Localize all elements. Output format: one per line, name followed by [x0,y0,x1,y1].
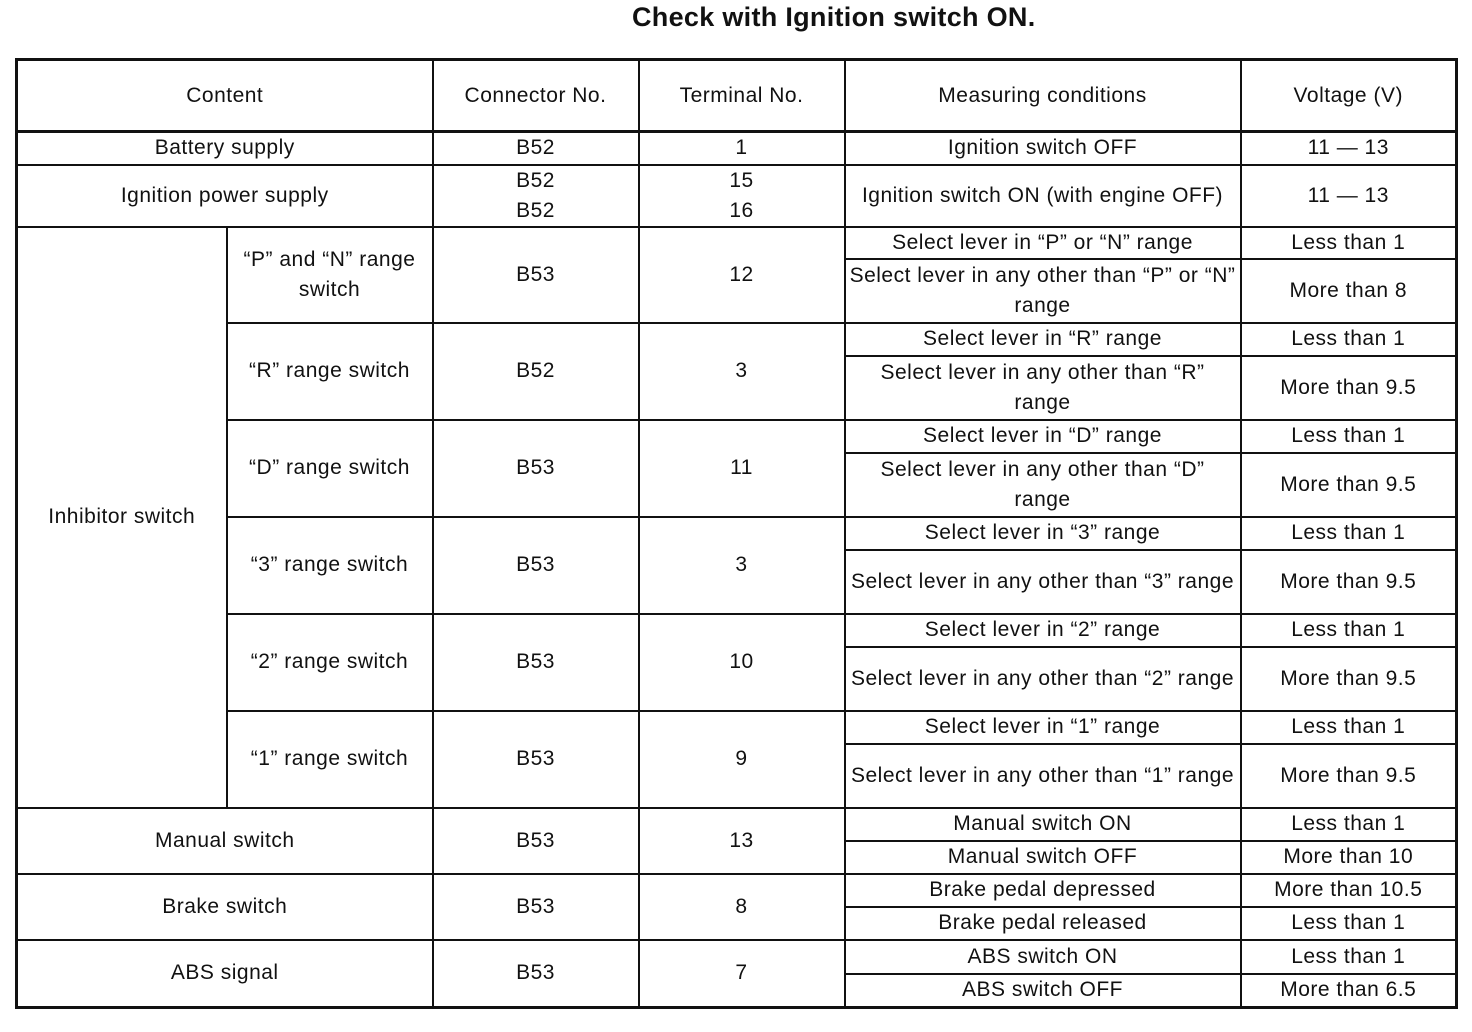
ignition-content: Ignition power supply [17,165,433,227]
inhibitor-voltage-on: Less than 1 [1241,517,1457,550]
header-content: Content [17,60,433,132]
brake-voltage-released: Less than 1 [1241,907,1457,940]
abs-connector: B53 [433,940,639,1008]
inhibitor-condition-on: Select lever in “1” range [845,711,1241,744]
manual-voltage-off: More than 10 [1241,841,1457,874]
inhibitor-terminal: 3 [639,323,845,420]
ignition-connector-1: B52 [433,165,639,196]
manual-content: Manual switch [17,808,433,874]
inhibitor-voltage-off: More than 9.5 [1241,453,1457,517]
brake-condition-depressed: Brake pedal depressed [845,874,1241,907]
inhibitor-voltage-on: Less than 1 [1241,227,1457,259]
manual-condition-on: Manual switch ON [845,808,1241,841]
brake-connector: B53 [433,874,639,940]
ignition-terminal-2: 16 [639,196,845,227]
table-row-manual [17,808,1457,841]
abs-voltage-on: Less than 1 [1241,940,1457,974]
inhibitor-voltage-off: More than 9.5 [1241,744,1457,808]
inhibitor-connector: B53 [433,711,639,808]
inhibitor-condition-off: Select lever in any other than “P” or “N” range [845,259,1241,323]
inhibitor-condition-on: Select lever in “R” range [845,323,1241,356]
inhibitor-content: Inhibitor switch [17,227,227,808]
inhibitor-terminal: 11 [639,420,845,517]
inhibitor-switch-name: “R” range switch [227,323,433,420]
inhibitor-voltage-off: More than 8 [1241,259,1457,323]
inhibitor-switch-name: “1” range switch [227,711,433,808]
table-row-inhibitor-r [17,323,1457,356]
brake-voltage-depressed: More than 10.5 [1241,874,1457,907]
header-voltage: Voltage (V) [1241,60,1457,132]
inhibitor-condition-off: Select lever in any other than “3” range [845,550,1241,614]
inhibitor-voltage-off: More than 9.5 [1241,647,1457,711]
inhibitor-switch-name: “P” and “N” range switch [227,227,433,323]
inhibitor-connector: B53 [433,227,639,323]
inhibitor-switch-name: “2” range switch [227,614,433,711]
inhibitor-condition-off: Select lever in any other than “1” range [845,744,1241,808]
header-conditions: Measuring conditions [845,60,1241,132]
brake-content: Brake switch [17,874,433,940]
battery-connector: B52 [433,132,639,165]
table-row-brake [17,874,1457,907]
ignition-connector-2: B52 [433,196,639,227]
inhibitor-voltage-on: Less than 1 [1241,711,1457,744]
battery-voltage: 11 — 13 [1241,132,1457,165]
brake-terminal: 8 [639,874,845,940]
manual-voltage-on: Less than 1 [1241,808,1457,841]
inhibitor-condition-on: Select lever in “2” range [845,614,1241,647]
table-row-inhibitor-pn [17,227,1457,259]
inhibitor-voltage-on: Less than 1 [1241,614,1457,647]
table-header-row [17,60,1457,132]
inhibitor-condition-on: Select lever in “P” or “N” range [845,227,1241,259]
inhibitor-condition-on: Select lever in “3” range [845,517,1241,550]
inhibitor-connector: B53 [433,614,639,711]
abs-content: ABS signal [17,940,433,1008]
inhibitor-terminal: 3 [639,517,845,614]
manual-connector: B53 [433,808,639,874]
abs-terminal: 7 [639,940,845,1008]
battery-condition: Ignition switch OFF [845,132,1241,165]
ignition-terminal-1: 15 [639,165,845,196]
ignition-voltage: 11 — 13 [1241,165,1457,227]
battery-content: Battery supply [17,132,433,165]
inhibitor-connector: B53 [433,517,639,614]
inhibitor-terminal: 9 [639,711,845,808]
header-terminal: Terminal No. [639,60,845,132]
header-connector: Connector No. [433,60,639,132]
inhibitor-voltage-on: Less than 1 [1241,420,1457,453]
inhibitor-terminal: 10 [639,614,845,711]
table-row-inhibitor-3 [17,517,1457,550]
inhibitor-switch-name: “D” range switch [227,420,433,517]
inhibitor-voltage-off: More than 9.5 [1241,356,1457,420]
ignition-condition: Ignition switch ON (with engine OFF) [845,165,1241,227]
manual-terminal: 13 [639,808,845,874]
table-row-inhibitor-2 [17,614,1457,647]
inhibitor-voltage-on: Less than 1 [1241,323,1457,356]
inhibitor-condition-on: Select lever in “D” range [845,420,1241,453]
abs-condition-off: ABS switch OFF [845,974,1241,1008]
table-row-battery [17,132,1457,165]
inhibitor-connector: B53 [433,420,639,517]
table-row-abs [17,940,1457,974]
inhibitor-condition-off: Select lever in any other than “D” range [845,453,1241,517]
abs-voltage-off: More than 6.5 [1241,974,1457,1008]
manual-condition-off: Manual switch OFF [845,841,1241,874]
inhibitor-connector: B52 [433,323,639,420]
voltage-check-table [15,58,1458,1009]
abs-condition-on: ABS switch ON [845,940,1241,974]
table-row-inhibitor-d [17,420,1457,453]
page-title: Check with Ignition switch ON. [632,2,1036,32]
table-row-inhibitor-1 [17,711,1457,744]
inhibitor-switch-name: “3” range switch [227,517,433,614]
table-row-ignition [17,165,1457,196]
inhibitor-condition-off: Select lever in any other than “2” range [845,647,1241,711]
inhibitor-voltage-off: More than 9.5 [1241,550,1457,614]
inhibitor-terminal: 12 [639,227,845,323]
inhibitor-condition-off: Select lever in any other than “R” range [845,356,1241,420]
battery-terminal: 1 [639,132,845,165]
brake-condition-released: Brake pedal released [845,907,1241,940]
